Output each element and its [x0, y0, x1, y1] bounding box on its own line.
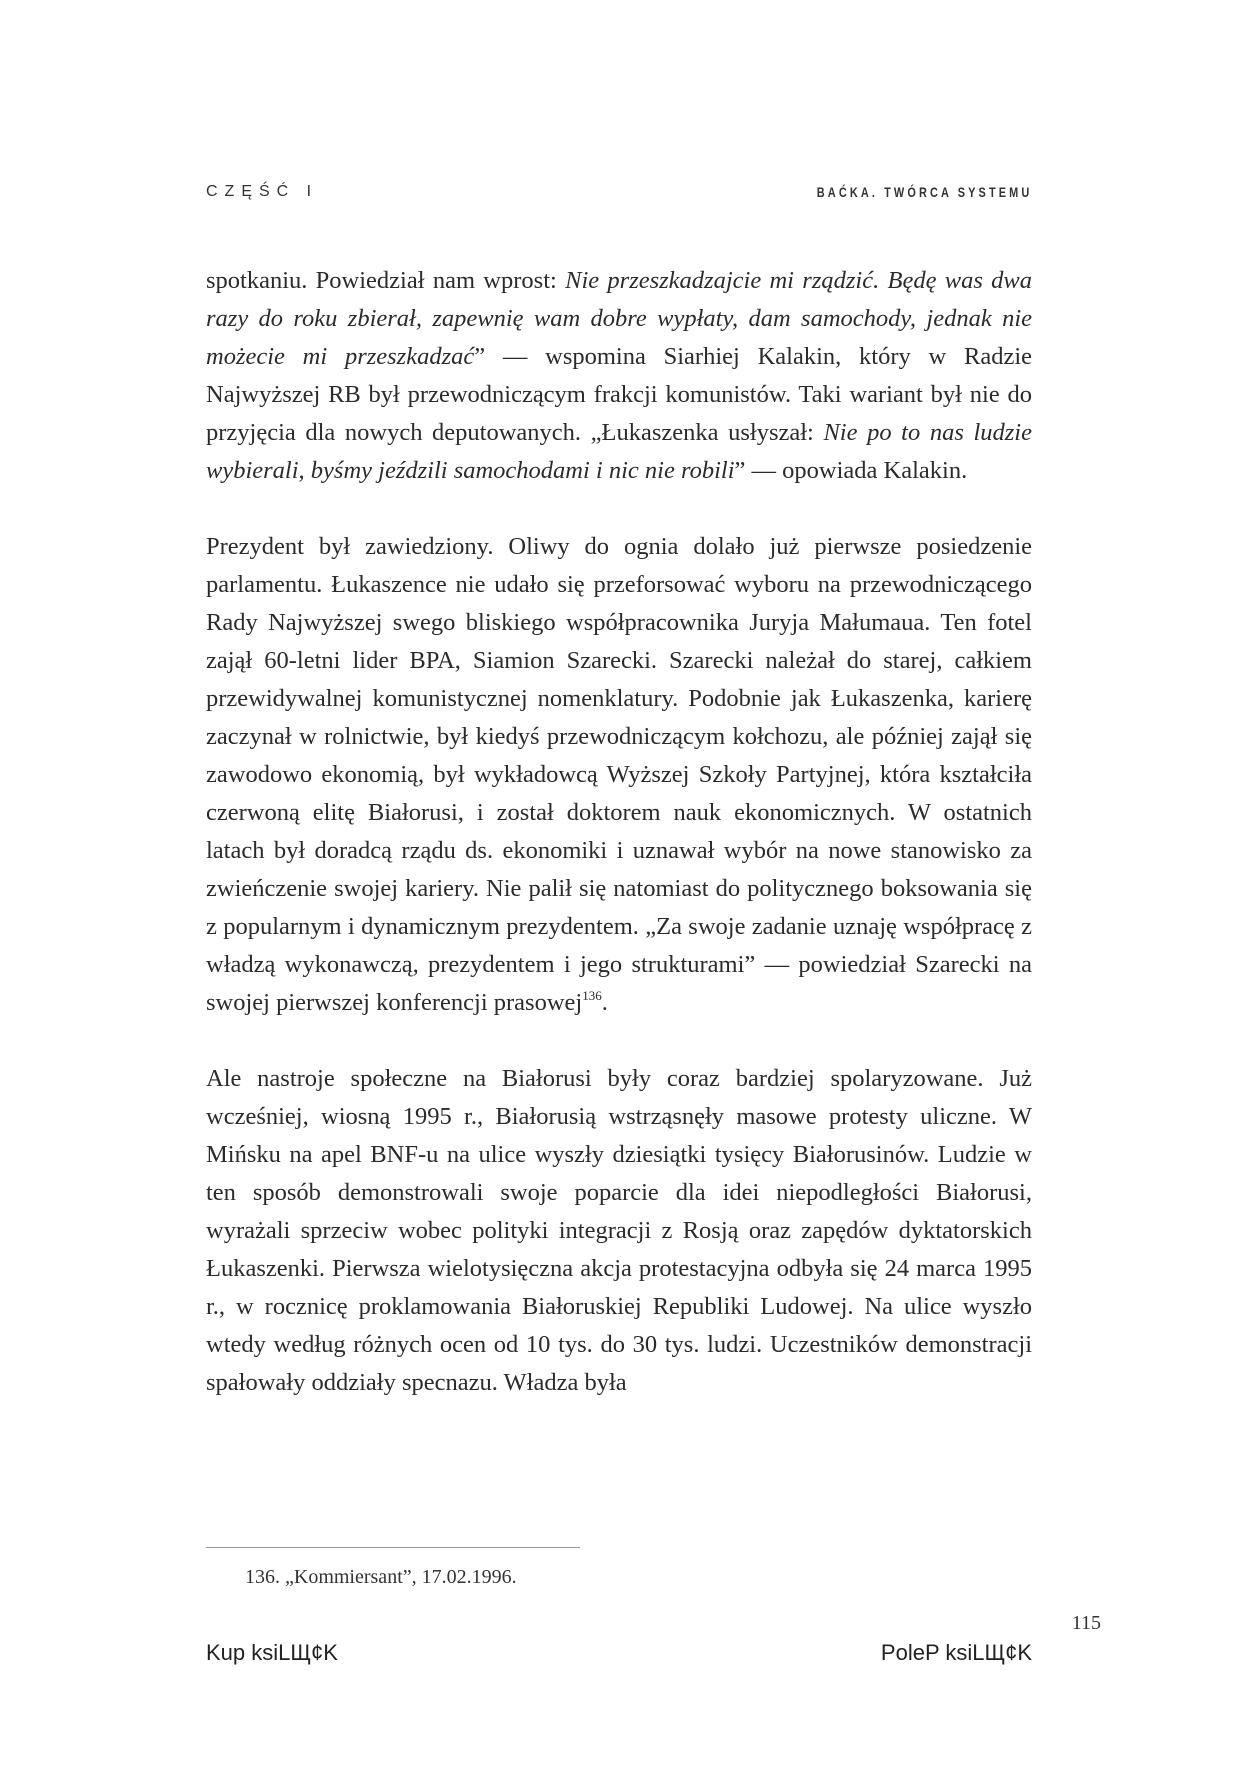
paragraph-text: ” — wspomina Siarhiej Kalakin, który w Radzie Najwyższej RB był przewodniczącym frakcji komunistów. Taki wariant był nie do przyjęcia dla nowych deputowanych. „Łukaszenka usłyszał: [206, 343, 1032, 446]
paragraph-text: Prezydent był zawiedziony. Oliwy do ognia dolało już pierwsze posiedzenie parlamentu. Łukaszence nie udało się przeforsować wyboru na przewodniczącego Rady Najwyższej swego bliskiego współpracownika Juryja Małumaua. Ten fotel zajął 60-letni lider BPA, Siamion Szarecki. Szarecki należał do starej, całkiem przewidywalnej komunistycznej nomenklatury. Podobnie jak Łukaszenka, karierę zaczynał w rolnictwie, był kiedyś przewodniczącym kołchozu, ale później zajął się zawodowo ekonomią, był wykładowcą Wyższej Szkoły Partyjnej, która kształciła czerwoną elitę Białorusi, i został doktorem nauk ekonomicznych. W ostatnich latach był doradcą rządu ds. ekonomiki i uznawał wybór na nowe stanowisko za zwieńczenie swojej kariery. Nie palił się natomiast do politycznego boksowania się z popularnym i dynamicznym prezydentem. „Za swoje zadanie uznaję współpracę z władzą wykonawczą, prezydentem i jego strukturami” — powiedział Szarecki na swojej pierwszej konferencji prasowej [206, 533, 1032, 1016]
running-header-part: CZĘŚĆ I [206, 183, 319, 200]
running-header-chapter: BAĆKA. TWÓRCA SYSTEMU [816, 184, 1032, 200]
body-paragraph [206, 262, 1032, 490]
footnote-136: 136. „Kommiersant”, 17.02.1996. [245, 1566, 517, 1588]
paragraph-text: Ale nastroje społeczne na Białorusi były coraz bardziej spolaryzowane. Już wcześniej, wiosną 1995 r., Białorusią wstrząsnęły masowe protesty uliczne. W Mińsku na apel BNF-u na ulice wyszły dziesiątki tysięcy Białorusinów. Ludzie w ten sposób demonstrowali swoje poparcie dla idei niepodległości Białorusi, wyrażali sprzeciw wobec polityki integracji z Rosją oraz zapędów dyktatorskich Łukaszenki. Pierwsza wielotysięczna akcja protestacyjna odbyła się 24 marca 1995 r., w rocznicę proklamowania Białoruskiej Republiki Ludowej. Na ulice wyszło wtedy według różnych ocen od 10 tys. do 30 tys. ludzi. Uczestników demonstracji spałowały oddziały specnazu. Władza była [206, 1065, 1032, 1396]
paragraph-text: ” — opowiada Kalakin. [734, 457, 968, 484]
body-paragraph [206, 1060, 1032, 1402]
main-text [206, 262, 1032, 1402]
paragraph-text: . [601, 989, 608, 1016]
footnote-divider [206, 1547, 580, 1548]
quoted-speech: Nie przeszkadzajcie mi rządzić. Będę was dwa razy do roku zbierał, zapewnię wam dobre wypłaty, dam samochody, jednak nie możecie mi przeszkadzać [206, 267, 1032, 370]
body-paragraph [206, 528, 1032, 1022]
buy-book-link[interactable]: Kup ksiLЩ¢K [206, 1640, 338, 1665]
quoted-speech: Nie po to nas ludzie wybierali, byśmy jeździli samochodami i nic nie robili [206, 419, 1032, 484]
recommend-book-link[interactable]: PoleP ksiLЩ¢K [880, 1640, 1032, 1665]
paragraph-text: spotkaniu. Powiedział nam wprost: [206, 267, 566, 294]
footnote-reference: 136 [582, 988, 602, 1003]
page-number: 115 [1071, 1612, 1101, 1634]
